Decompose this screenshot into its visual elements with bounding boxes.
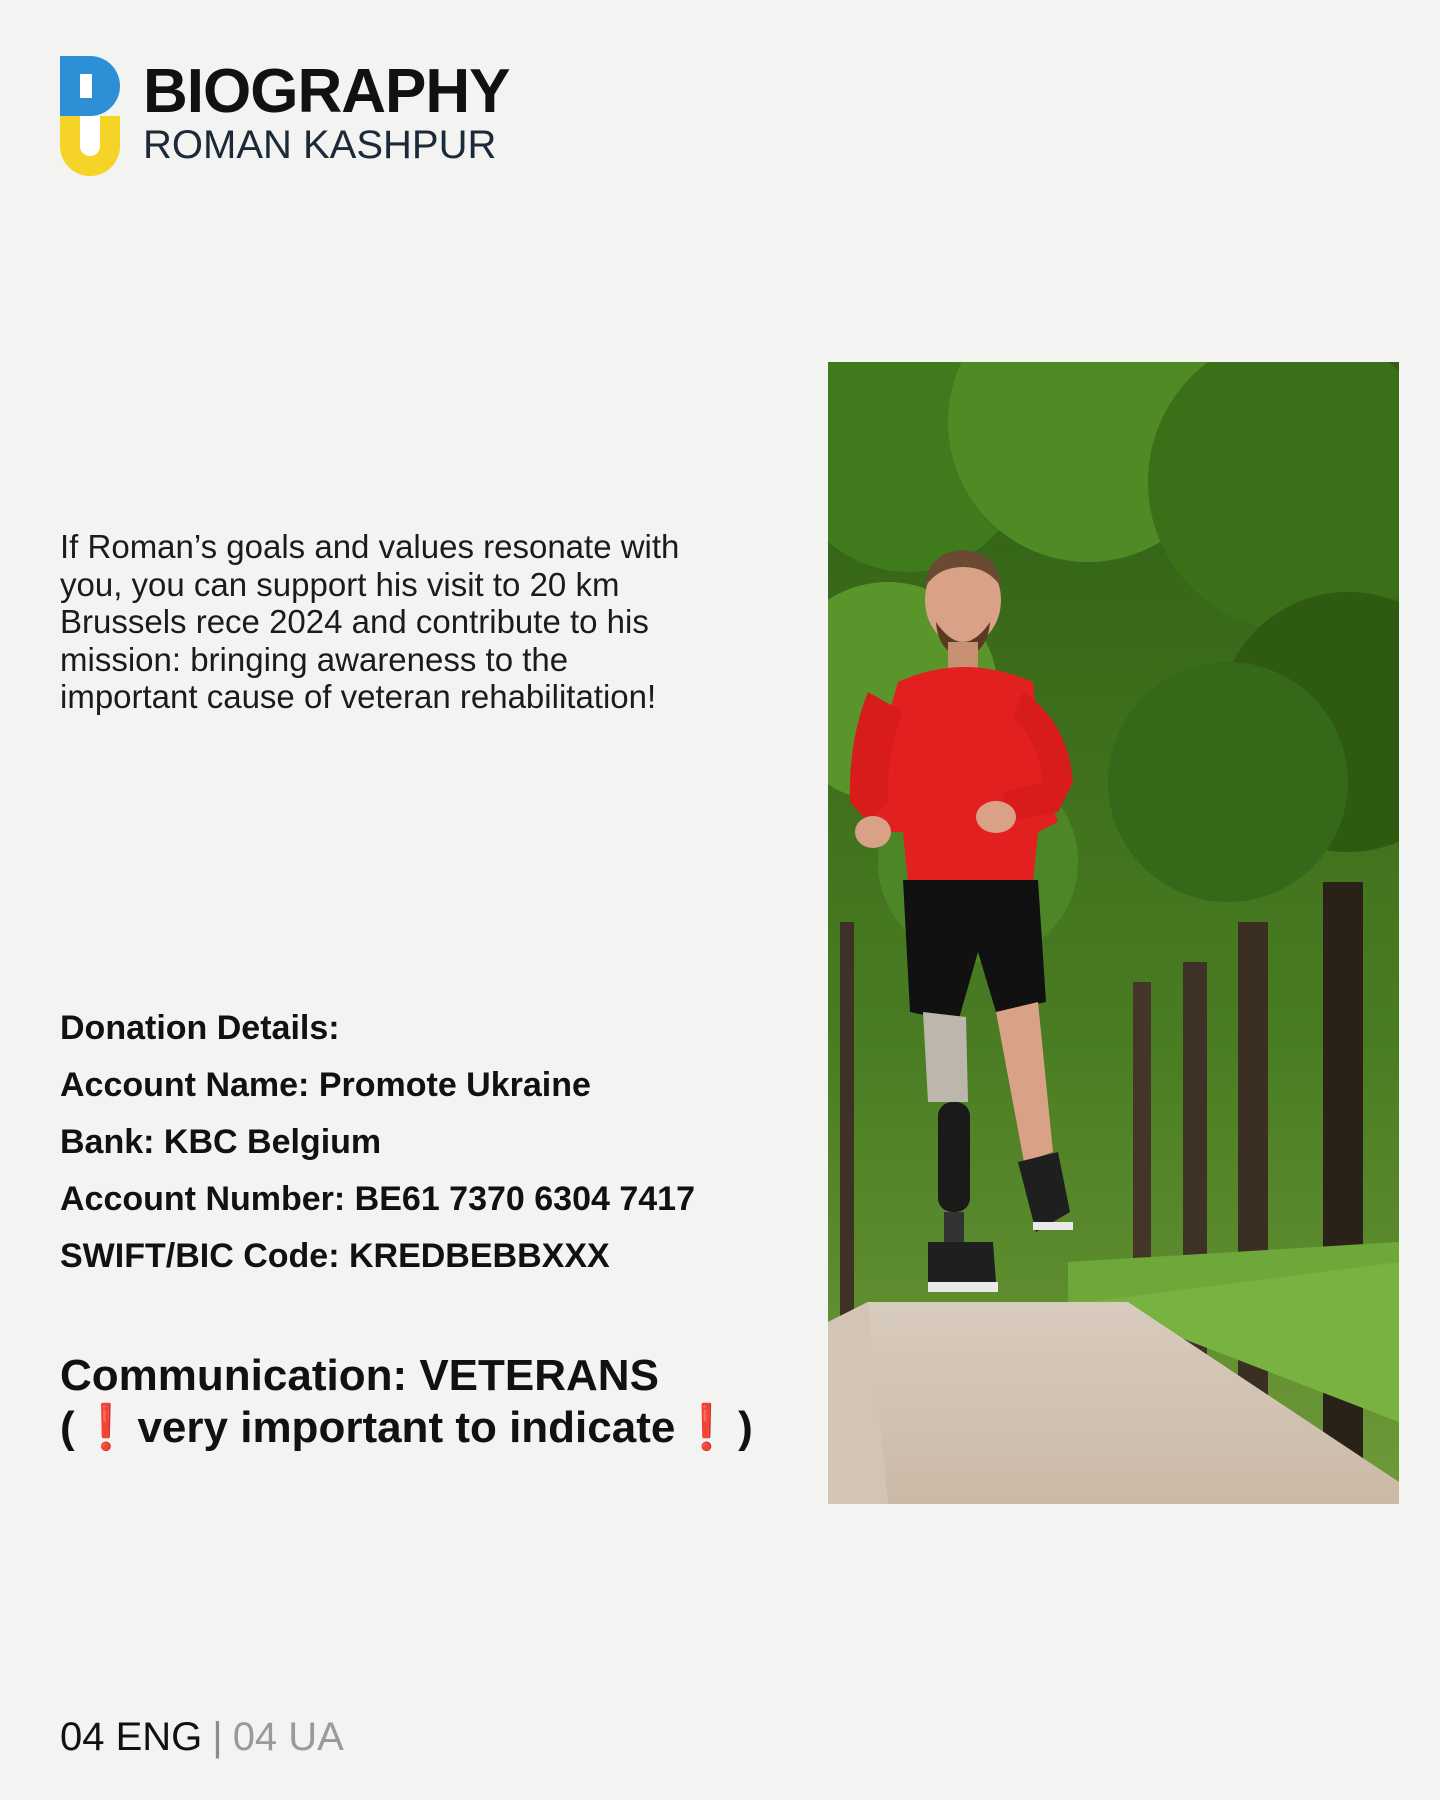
logo-pu-icon xyxy=(60,56,120,176)
intro-line: important cause of veteran rehabilitation! xyxy=(60,678,657,715)
communication-emphasis xyxy=(60,1402,800,1454)
intro-line: mission: bringing awareness to the xyxy=(60,640,569,678)
page-title: BIOGRAPHY xyxy=(143,57,510,126)
runner-photo-illustration xyxy=(828,362,1399,1504)
footer-separator: | xyxy=(212,1715,223,1759)
header-titles xyxy=(143,57,510,167)
swift-code: SWIFT/BIC Code: KREDBEBBXXX xyxy=(60,1237,610,1275)
account-number: Account Number: BE61 7370 6304 7417 xyxy=(60,1180,695,1218)
open-paren: ( xyxy=(60,1403,75,1452)
intro-line: Brussels rece 2024 and contribute to his xyxy=(60,603,649,640)
communication-note xyxy=(60,1350,800,1454)
important-text: very important to indicate xyxy=(137,1403,676,1452)
page-footer xyxy=(60,1714,344,1760)
donation-details xyxy=(60,1000,800,1285)
exclamation-icon: ❗ xyxy=(679,1403,735,1452)
account-name: Account Name: Promote Ukraine xyxy=(60,1066,591,1104)
page-number-ua[interactable]: 04 UA xyxy=(232,1715,344,1759)
exclamation-icon: ❗ xyxy=(78,1403,134,1452)
runner-photo xyxy=(828,362,1399,1504)
intro-line: If Roman’s goals and values resonate with xyxy=(60,528,680,565)
page-subtitle: ROMAN KASHPUR xyxy=(143,123,497,167)
bank-name: Bank: KBC Belgium xyxy=(60,1123,382,1161)
donation-heading: Donation Details: xyxy=(60,1009,340,1047)
intro-line: you, you can support his visit to 20 km xyxy=(60,565,620,603)
page-number-eng: 04 ENG xyxy=(60,1715,203,1759)
close-paren: ) xyxy=(738,1403,753,1452)
intro-paragraph xyxy=(60,528,760,716)
communication-line: Communication: VETERANS xyxy=(60,1351,659,1400)
